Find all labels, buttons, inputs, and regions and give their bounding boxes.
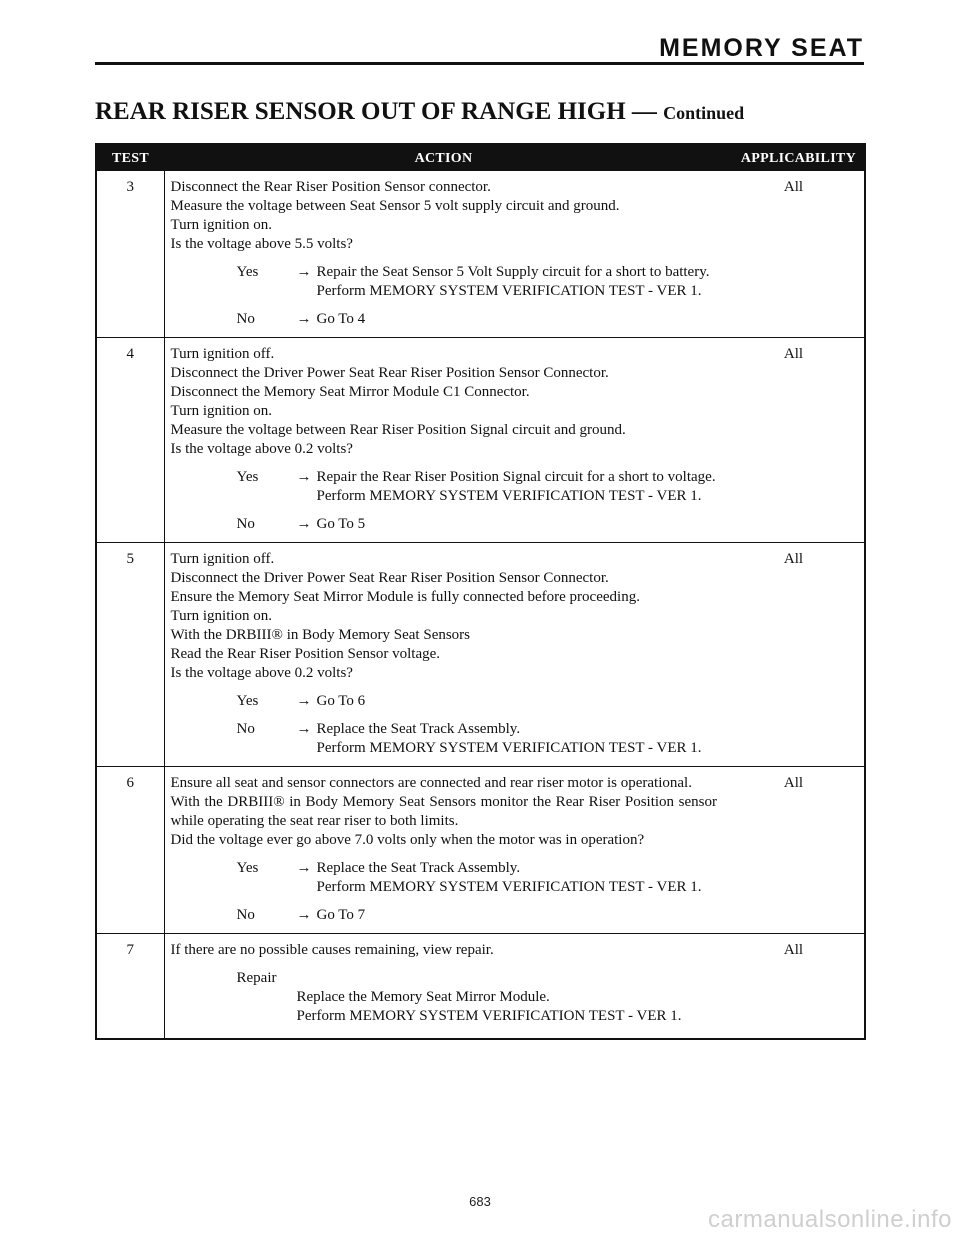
repair-line: Perform MEMORY SYSTEM VERIFICATION TEST - VER 1.: [296, 1008, 682, 1024]
table-row: [96, 767, 865, 934]
action-step: Did the voltage ever go above 7.0 volts only when the motor was in operation?: [170, 832, 645, 848]
repair-label: Repair: [236, 970, 277, 986]
test-number: 3: [96, 171, 164, 338]
column-header-test: TEST: [96, 144, 164, 171]
answer-yes: [171, 263, 718, 301]
answer-text: [317, 720, 718, 758]
action-step: Disconnect the Driver Power Seat Rear Riser Position Sensor Connector.: [170, 570, 609, 586]
page-title: [95, 98, 744, 126]
answer-label: No: [236, 907, 255, 923]
arrow-right-icon: →: [296, 693, 312, 709]
answer-text: [317, 468, 718, 506]
page-title-continued: Continued: [663, 103, 745, 123]
action-cell: [164, 171, 723, 338]
header-rule: [95, 62, 864, 65]
answer-list: [171, 468, 718, 534]
column-header-applicability: APPLICABILITY: [723, 144, 865, 171]
section-header: MEMORY SEAT: [659, 34, 864, 62]
applicability-cell: All: [723, 767, 865, 934]
repair-line: Replace the Memory Seat Mirror Module.: [296, 989, 550, 1005]
answer-text: [317, 859, 718, 897]
answer-label: No: [236, 516, 255, 532]
action-step: Turn ignition on.: [170, 217, 273, 233]
answer-text: [317, 263, 718, 301]
arrow-right-icon: →: [296, 907, 312, 923]
answer-line: Go To 6: [316, 693, 366, 709]
test-table: [95, 143, 866, 1040]
action-step: Disconnect the Driver Power Seat Rear Riser Position Sensor Connector.: [170, 365, 609, 381]
answer-line: Go To 5: [316, 516, 366, 532]
applicability-cell: All: [723, 171, 865, 338]
repair-lines: [237, 988, 718, 1026]
answer-text: [317, 906, 718, 925]
answer-line: Perform MEMORY SYSTEM VERIFICATION TEST - VER 1.: [316, 283, 702, 299]
repair-block: [171, 969, 718, 1026]
answer-list: [171, 692, 718, 758]
action-step: Read the Rear Riser Position Sensor voltage.: [170, 646, 441, 662]
action-cell: [164, 934, 723, 1040]
action-step: Is the voltage above 0.2 volts?: [170, 665, 353, 681]
action-step: Disconnect the Rear Riser Position Sensor connector.: [170, 179, 491, 195]
arrow-right-icon: →: [296, 860, 312, 876]
arrow-right-icon: →: [296, 264, 312, 280]
answer-label: Yes: [236, 469, 259, 485]
answer-no: [171, 720, 718, 758]
answer-yes: [171, 692, 718, 711]
applicability-cell: All: [783, 942, 804, 958]
action-cell: [164, 543, 723, 767]
watermark: carmanualsonline.info: [708, 1206, 952, 1233]
answer-list: [171, 859, 718, 925]
answer-line: Go To 7: [316, 907, 366, 923]
answer-line: Go To 4: [316, 311, 366, 327]
action-step: Is the voltage above 0.2 volts?: [170, 441, 353, 457]
action-step: Ensure all seat and sensor connectors are connected and rear riser motor is operational.: [170, 775, 692, 791]
page-title-main: REAR RISER SENSOR OUT OF RANGE HIGH —: [95, 98, 657, 125]
page-number: 683: [469, 1194, 491, 1209]
answer-line: Replace the Seat Track Assembly.: [316, 721, 521, 737]
answer-label: No: [236, 721, 255, 737]
action-step: Disconnect the Memory Seat Mirror Module C1 Connector.: [170, 384, 530, 400]
arrow-right-icon: →: [296, 516, 312, 532]
action-step: Measure the voltage between Seat Sensor 5 volt supply circuit and ground.: [170, 198, 620, 214]
answer-line: Repair the Rear Riser Position Signal circuit for a short to voltage.: [316, 469, 716, 485]
table-row: [96, 338, 865, 543]
table-header-row: [96, 144, 865, 171]
test-number: 5: [96, 543, 164, 767]
action-cell: [164, 767, 723, 934]
action-step: Is the voltage above 5.5 volts?: [170, 236, 353, 252]
answer-list: [171, 263, 718, 329]
answer-text: [317, 692, 718, 711]
answer-no: [171, 310, 718, 329]
action-step: With the DRBIII® in Body Memory Seat Sensors: [170, 627, 471, 643]
action-step: Turn ignition on.: [170, 403, 273, 419]
answer-yes: [171, 859, 718, 897]
action-step: Ensure the Memory Seat Mirror Module is fully connected before proceeding.: [170, 589, 640, 605]
action-step: Measure the voltage between Rear Riser Position Signal circuit and ground.: [170, 422, 626, 438]
table-row: [96, 171, 865, 338]
answer-yes: [171, 468, 718, 506]
answer-no: [171, 515, 718, 534]
answer-label: No: [236, 311, 255, 327]
answer-text: [317, 515, 718, 534]
answer-label: Yes: [236, 693, 259, 709]
applicability-cell: All: [723, 543, 865, 767]
action-step: Turn ignition off.: [170, 551, 275, 567]
answer-line: Perform MEMORY SYSTEM VERIFICATION TEST - VER 1.: [316, 488, 702, 504]
arrow-right-icon: →: [296, 469, 312, 485]
applicability-cell: All: [723, 338, 865, 543]
action-step: With the DRBIII® in Body Memory Seat Sensors monitor the Rear Riser Position sensor while operating the seat rear riser to both limits.: [170, 794, 717, 829]
arrow-right-icon: →: [296, 721, 312, 737]
table-row: [96, 543, 865, 767]
action-step: Turn ignition off.: [170, 346, 275, 362]
answer-line: Perform MEMORY SYSTEM VERIFICATION TEST - VER 1.: [316, 879, 702, 895]
test-number: 4: [96, 338, 164, 543]
action-cell: [164, 338, 723, 543]
action-step: If there are no possible causes remaining, view repair.: [170, 942, 494, 958]
test-number: 6: [96, 767, 164, 934]
answer-label: Yes: [236, 860, 259, 876]
column-header-action: ACTION: [164, 144, 723, 171]
test-number: 7: [96, 934, 164, 1040]
answer-line: Perform MEMORY SYSTEM VERIFICATION TEST - VER 1.: [316, 740, 702, 756]
answer-label: Yes: [236, 264, 259, 280]
action-step: Turn ignition on.: [170, 608, 273, 624]
answer-line: Replace the Seat Track Assembly.: [316, 860, 521, 876]
answer-line: Repair the Seat Sensor 5 Volt Supply circuit for a short to battery.: [316, 264, 710, 280]
answer-text: [317, 310, 718, 329]
arrow-right-icon: →: [296, 311, 312, 327]
table-row: [96, 934, 865, 1040]
answer-no: [171, 906, 718, 925]
